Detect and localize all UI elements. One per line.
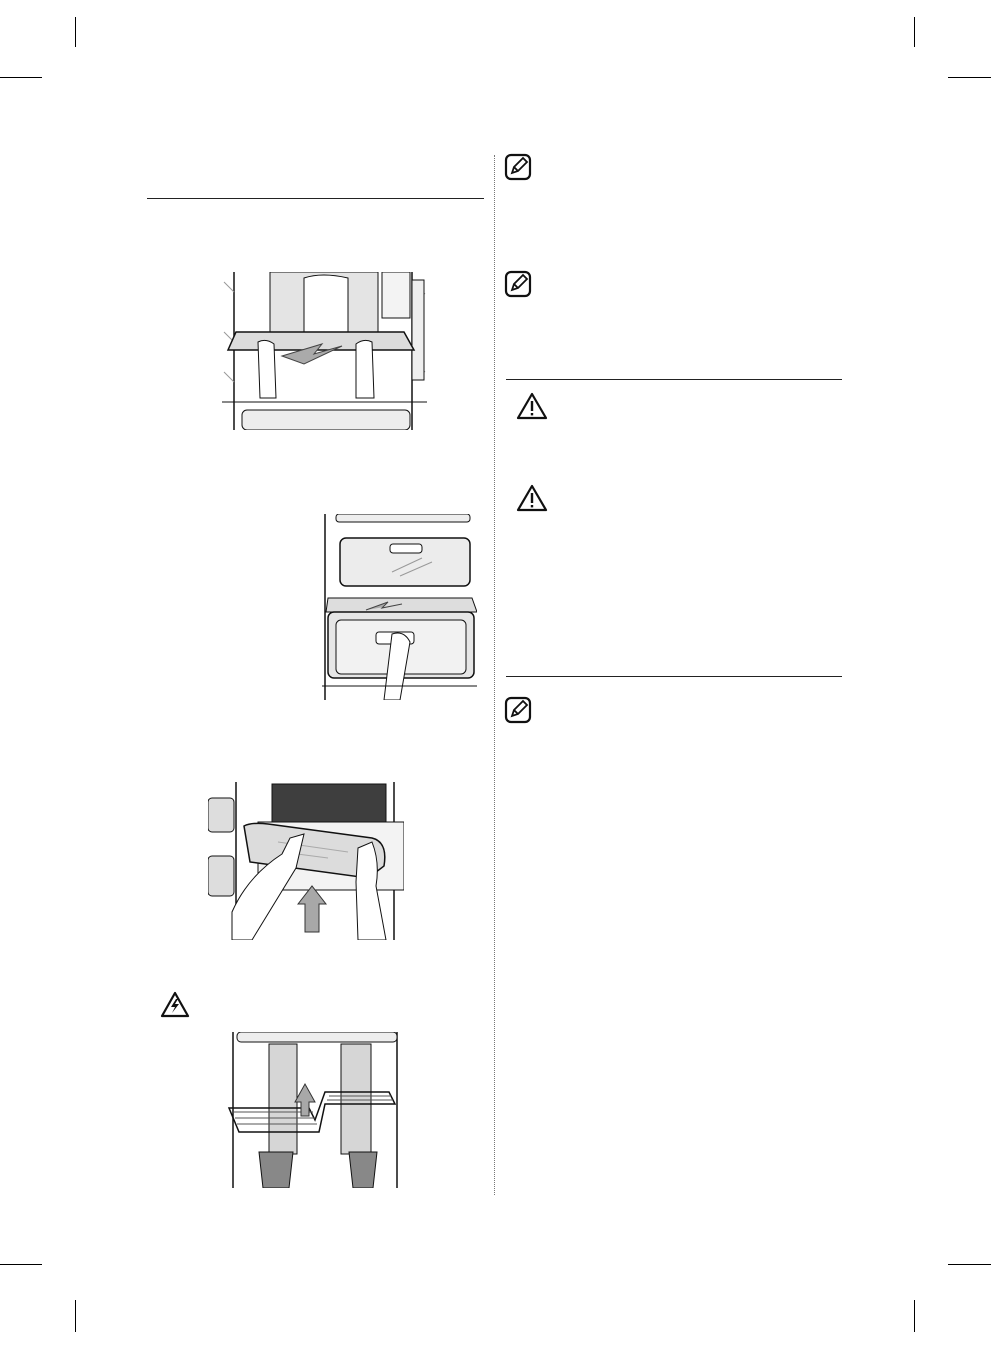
crop-mark-bottom-right-v (914, 1300, 915, 1332)
caution-icon (516, 484, 548, 512)
crop-mark-top-right-h (948, 77, 991, 78)
crop-mark-bottom-right-h (948, 1264, 991, 1265)
drawer-removal-illustration (322, 514, 477, 700)
crop-mark-bottom-left-v (75, 1300, 76, 1332)
crop-mark-top-left-h (0, 77, 42, 78)
crop-mark-top-left-v (75, 17, 76, 47)
shelf-removal-illustration (222, 272, 427, 430)
note-icon (504, 270, 532, 298)
caution-icon (516, 392, 548, 420)
note-icon (504, 696, 532, 724)
wire-shelf-removal-illustration (219, 1032, 407, 1188)
door-bin-removal-illustration (208, 782, 404, 940)
crop-mark-bottom-left-h (0, 1264, 42, 1265)
crop-mark-top-right-v (914, 17, 915, 47)
warning-electric-icon (160, 991, 190, 1019)
column-divider (494, 155, 495, 1195)
note-icon (504, 153, 532, 181)
section-rule-left (147, 198, 484, 199)
section-rule-right-2 (506, 676, 842, 677)
section-rule-right-1 (506, 379, 842, 380)
